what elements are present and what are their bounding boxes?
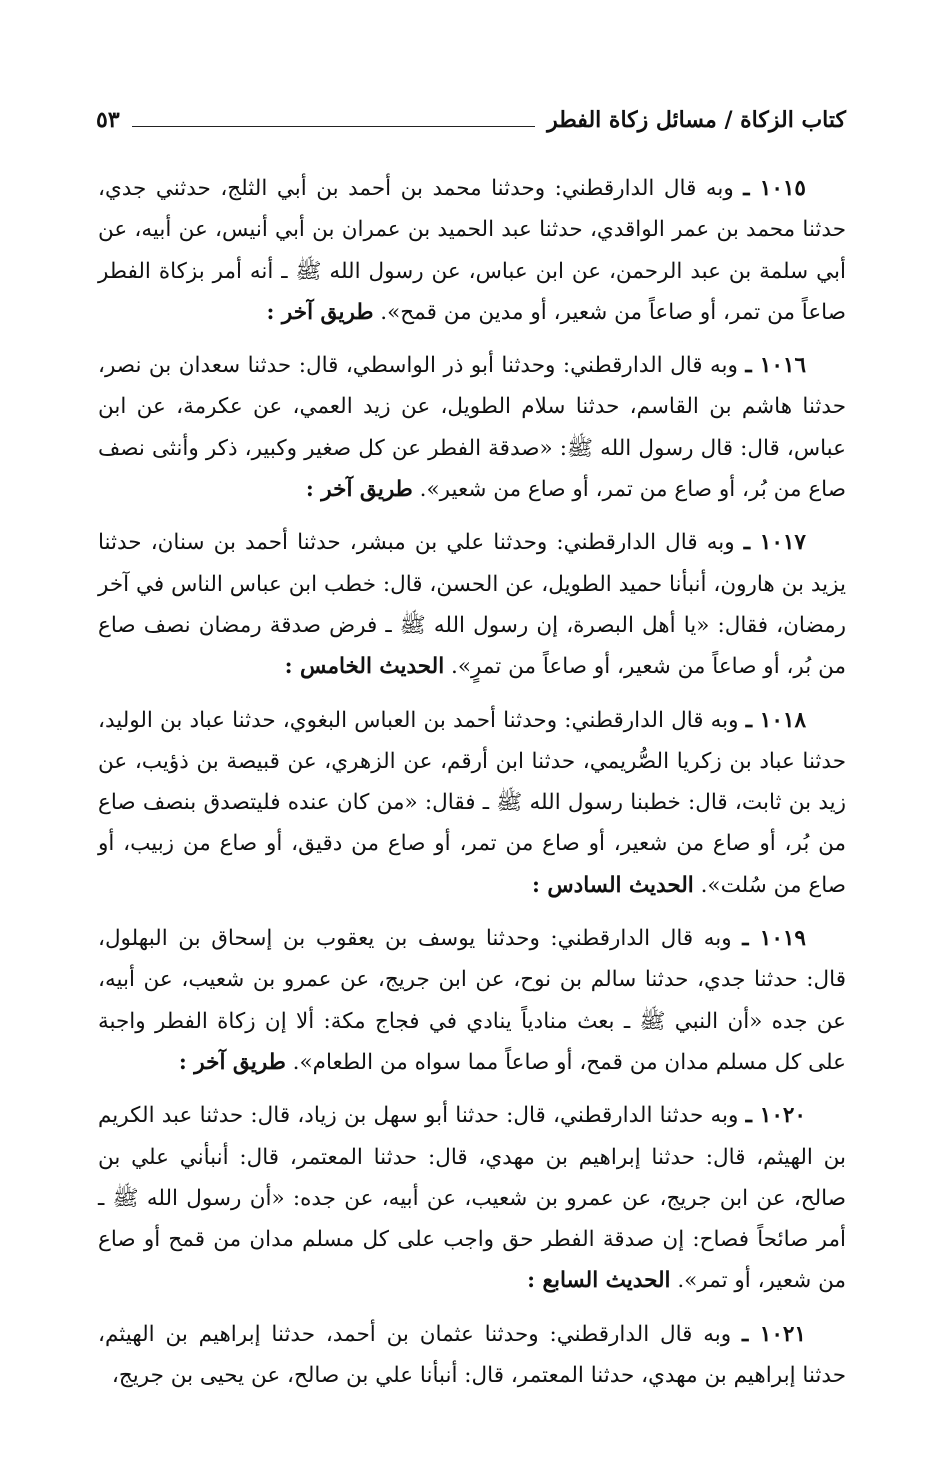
hadith-number: ١٠١٨ ـ (745, 707, 806, 733)
hadith-text: وبه حدثنا الدارقطني، قال: حدثنا أبو سهل بن زياد، قال: حدثنا عبد الكريم بن الهيثم، قال: حدثنا إبراهيم بن مهدي، قال: حدثنا المعتمر، قال: أنبأني علي بن صالح، عن ابن جريج، عن عمرو بن شعيب، عن أبيه، عن جده: «أن رسول الله ﷺ ـ أمر صائحاً فصاح: إن صدقة الفطر حق واجب على كل مسلم مدان من قمح أو صاع من شعير، أو تمر». (98, 1103, 846, 1294)
section-label: طريق آخر : (178, 1049, 286, 1075)
hadith-paragraph (98, 1095, 846, 1301)
hadith-text: وبه قال الدارقطني: وحدثنا أحمد بن العباس البغوي، حدثنا عباد بن الوليد، حدثنا عباد بن زكريا الصُّريمي، حدثنا ابن أرقم، عن الزهري، عن قبيصة بن ذؤيب، عن زيد بن ثابت، قال: خطبنا رسول الله ﷺ ـ فقال: «من كان عنده فليتصدق بنصف صاع من بُر، أو صاع من شعير، أو صاع من تمر، أو صاع من دقيق، أو صاع من زبيب، أو صاع من سُلت». (98, 707, 846, 898)
section-label: الحديث السادس : (531, 872, 694, 898)
hadith-number: ١٠١٩ ـ (742, 926, 806, 952)
chapter-title: كتاب الزكاة / مسائل زكاة الفطر (547, 107, 846, 133)
hadith-paragraph (98, 345, 846, 510)
page-body (98, 168, 846, 1408)
running-header (96, 100, 846, 140)
hadith-number: ١٠٢٠ ـ (745, 1103, 806, 1129)
hadith-paragraph (98, 522, 846, 687)
hadith-number: ١٠١٥ ـ (743, 176, 806, 201)
hadith-paragraph (98, 168, 846, 333)
hadith-number: ١٠١٦ ـ (745, 353, 806, 379)
hadith-paragraph (98, 918, 846, 1083)
hadith-text: وبه قال الدارقطني: وحدثنا علي بن مبشر، حدثنا أحمد بن سنان، حدثنا يزيد بن هارون، أنبأنا حميد الطويل، عن الحسن، قال: خطب ابن عباس الناس في آخر رمضان، فقال: «يا أهل البصرة، إن رسول الله ﷺ ـ فرض صدقة رمضان نصف صاع من بُر، أو صاعاً من شعير، أو صاعاً من تمرٍ». (98, 530, 846, 680)
hadith-paragraph (98, 700, 846, 906)
page-number: ٥٣ (96, 107, 120, 133)
hadith-text: وبه قال الدارقطني: وحدثنا محمد بن أحمد بن أبي الثلج، حدثني جدي، حدثنا محمد بن عمر الواقدي، حدثنا عبد الحميد بن عمران بن أبي أنيس، عن أبيه، عن أبي سلمة بن عبد الرحمن، عن ابن عباس، عن رسول الله ﷺ ـ أنه أمر بزكاة الفطر صاعاً من تمر، أو صاعاً من شعير، أو مدين من قمح». (98, 176, 846, 325)
hadith-number: ١٠٢١ ـ (742, 1321, 806, 1347)
section-label: الحديث السابع : (527, 1268, 671, 1294)
header-rule (132, 126, 535, 127)
hadith-paragraph (98, 1314, 846, 1397)
section-label: الحديث الخامس : (284, 654, 445, 680)
section-label: طريق آخر : (266, 299, 374, 325)
hadith-text: وبه قال الدارقطني: وحدثنا أبو ذر الواسطي، قال: حدثنا سعدان بن نصر، حدثنا هاشم بن القاسم، حدثنا سلام الطويل، عن زيد العمي، عن عكرمة، عن ابن عباس، قال: قال رسول الله ﷺ: «صدقة الفطر عن كل صغير وكبير، ذكر وأنثى نصف صاع من بُر، أو صاع من تمر، أو صاع من شعير». (98, 353, 846, 503)
hadith-text: وبه قال الدارقطني: وحدثنا عثمان بن أحمد، حدثنا إبراهيم بن الهيثم، حدثنا إبراهيم بن مهدي، حدثنا المعتمر، قال: أنبأنا علي بن صالح، عن يحيى بن جريج، (98, 1321, 846, 1389)
hadith-number: ١٠١٧ ـ (743, 530, 806, 556)
hadith-text: وبه قال الدارقطني: وحدثنا يوسف بن يعقوب بن إسحاق بن البهلول، قال: حدثنا جدي، حدثنا سالم بن نوح، عن ابن جريج، عن عمرو بن شعيب، عن أبيه، عن جده «أن النبي ﷺ ـ بعث منادياً ينادي في فجاج مكة: ألا إن زكاة الفطر واجبة على كل مسلم مدان من قمح، أو صاعاً مما سواه من الطعام». (98, 926, 846, 1075)
section-label: طريق آخر : (305, 477, 413, 503)
